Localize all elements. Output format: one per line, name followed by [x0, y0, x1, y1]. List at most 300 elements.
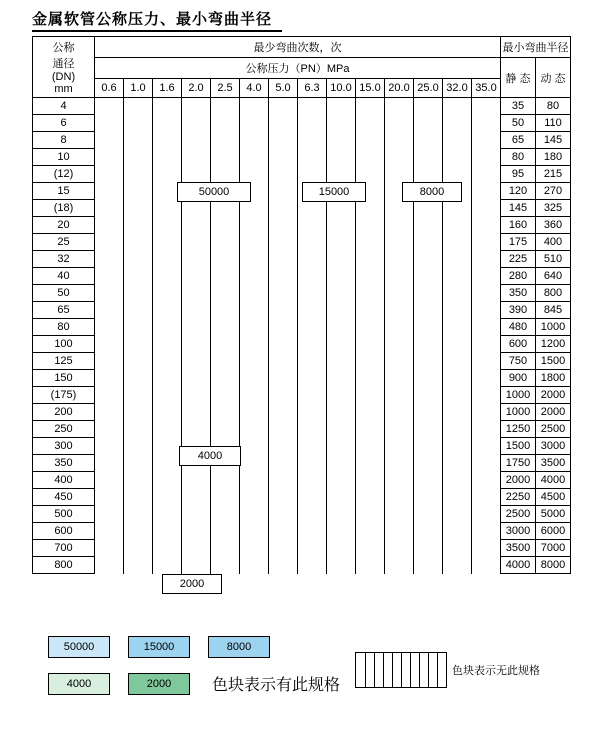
spec-table-container — [32, 36, 571, 590]
pn-cell — [443, 166, 472, 183]
pn-cell — [124, 353, 153, 370]
pn-cell — [472, 421, 501, 438]
pn-cell — [385, 200, 414, 217]
radius-dynamic-value: 110 — [536, 115, 571, 132]
table-row — [33, 523, 571, 540]
radius-static-value: 3000 — [501, 523, 536, 540]
radius-dynamic-value: 4500 — [536, 489, 571, 506]
dn-header-line-2: 通径 — [52, 58, 75, 70]
overlay-label: 50000 — [177, 182, 251, 202]
pn-cell — [385, 268, 414, 285]
pn-cell — [211, 132, 240, 149]
pn-cell — [240, 98, 269, 115]
pn-cell — [153, 370, 182, 387]
pn-cell — [153, 268, 182, 285]
bend-count-header: 最少弯曲次数，次 — [95, 37, 501, 58]
pn-cell — [385, 217, 414, 234]
pn-cell — [385, 438, 414, 455]
pn-value-header: 0.6 — [95, 79, 124, 98]
pn-cell — [211, 336, 240, 353]
pn-cell — [356, 404, 385, 421]
pn-cell — [327, 98, 356, 115]
pn-cell — [472, 132, 501, 149]
pn-cell — [298, 336, 327, 353]
pn-cell — [240, 523, 269, 540]
pn-cell — [182, 132, 211, 149]
dn-value: (175) — [33, 387, 95, 404]
pn-cell — [153, 251, 182, 268]
pn-cell — [298, 98, 327, 115]
pn-cell — [240, 166, 269, 183]
dn-value: 400 — [33, 472, 95, 489]
radius-dynamic-value: 1200 — [536, 336, 571, 353]
pn-cell — [414, 404, 443, 421]
pn-cell — [240, 336, 269, 353]
pn-cell — [124, 251, 153, 268]
table-row — [33, 540, 571, 557]
dn-value: (12) — [33, 166, 95, 183]
pn-cell — [240, 370, 269, 387]
pn-cell — [95, 523, 124, 540]
pn-cell — [124, 421, 153, 438]
header-row-3-pn-values — [33, 79, 571, 98]
pn-cell — [211, 234, 240, 251]
pn-cell — [182, 115, 211, 132]
pn-cell — [124, 489, 153, 506]
pn-cell — [124, 387, 153, 404]
radius-static-value: 480 — [501, 319, 536, 336]
pn-cell — [443, 472, 472, 489]
pn-cell — [385, 506, 414, 523]
pn-cell — [443, 302, 472, 319]
table-row — [33, 302, 571, 319]
pn-cell — [153, 200, 182, 217]
pn-cell — [327, 251, 356, 268]
pn-cell — [211, 506, 240, 523]
table-row — [33, 319, 571, 336]
pn-cell — [385, 285, 414, 302]
radius-dynamic-value: 6000 — [536, 523, 571, 540]
page-title: 金属软管公称压力、最小弯曲半径 — [32, 12, 273, 28]
pn-cell — [472, 302, 501, 319]
radius-dynamic-value: 1800 — [536, 370, 571, 387]
dn-value: 10 — [33, 149, 95, 166]
pn-cell — [95, 404, 124, 421]
pn-cell — [356, 98, 385, 115]
pn-value-header: 1.6 — [153, 79, 182, 98]
pn-cell — [95, 336, 124, 353]
pn-cell — [414, 370, 443, 387]
pn-cell — [211, 166, 240, 183]
pn-cell — [95, 302, 124, 319]
pn-cell — [298, 302, 327, 319]
pn-cell — [95, 166, 124, 183]
pn-cell — [472, 115, 501, 132]
pn-cell — [182, 166, 211, 183]
pn-cell — [153, 472, 182, 489]
pn-cell — [298, 353, 327, 370]
pn-cell — [240, 132, 269, 149]
pn-cell — [356, 302, 385, 319]
pn-cell — [356, 370, 385, 387]
pn-cell — [356, 421, 385, 438]
pn-cell — [211, 387, 240, 404]
dn-header-line-3: (DN) — [51, 71, 76, 83]
pn-cell — [414, 98, 443, 115]
radius-dynamic-value: 640 — [536, 268, 571, 285]
title-underline — [32, 30, 282, 32]
pn-cell — [124, 132, 153, 149]
radius-static-value: 2500 — [501, 506, 536, 523]
radius-static-value: 65 — [501, 132, 536, 149]
radius-static-value: 120 — [501, 183, 536, 200]
radius-dynamic-value: 360 — [536, 217, 571, 234]
pn-cell — [298, 285, 327, 302]
dn-value: 150 — [33, 370, 95, 387]
dn-value: 100 — [33, 336, 95, 353]
legend-swatch: 2000 — [128, 673, 190, 695]
pn-cell — [211, 472, 240, 489]
pn-cell — [356, 268, 385, 285]
pn-cell — [356, 336, 385, 353]
pn-cell — [240, 285, 269, 302]
pn-cell — [356, 319, 385, 336]
pn-value-header: 20.0 — [385, 79, 414, 98]
pn-cell — [95, 506, 124, 523]
pn-cell — [240, 353, 269, 370]
pn-cell — [240, 489, 269, 506]
pn-cell — [269, 200, 298, 217]
radius-dynamic-value: 400 — [536, 234, 571, 251]
pn-cell — [269, 472, 298, 489]
radius-dynamic-value: 8000 — [536, 557, 571, 574]
table-row — [33, 166, 571, 183]
dn-value: 15 — [33, 183, 95, 200]
pn-cell — [182, 523, 211, 540]
pn-value-header: 32.0 — [443, 79, 472, 98]
radius-dynamic-value: 2000 — [536, 387, 571, 404]
dn-value: 125 — [33, 353, 95, 370]
pn-cell — [124, 217, 153, 234]
pn-value-header: 10.0 — [327, 79, 356, 98]
dn-value: 450 — [33, 489, 95, 506]
pn-cell — [153, 455, 182, 472]
pn-cell — [356, 438, 385, 455]
pn-header: 公称压力（PN）MPa — [95, 58, 501, 79]
pn-cell — [443, 132, 472, 149]
table-row — [33, 268, 571, 285]
pn-cell — [356, 353, 385, 370]
pn-cell — [356, 557, 385, 574]
pn-cell — [414, 200, 443, 217]
pn-cell — [211, 268, 240, 285]
pn-cell — [443, 387, 472, 404]
table-row — [33, 489, 571, 506]
pn-cell — [298, 166, 327, 183]
pn-cell — [443, 523, 472, 540]
pn-cell — [385, 370, 414, 387]
pn-cell — [240, 200, 269, 217]
dn-value: 65 — [33, 302, 95, 319]
pn-cell — [472, 557, 501, 574]
dn-header-cell — [33, 37, 95, 98]
pn-cell — [298, 370, 327, 387]
pn-cell — [443, 251, 472, 268]
pn-cell — [356, 455, 385, 472]
pn-cell — [269, 319, 298, 336]
pn-cell — [298, 421, 327, 438]
pn-cell — [356, 506, 385, 523]
pn-cell — [385, 557, 414, 574]
pn-cell — [182, 98, 211, 115]
pn-cell — [240, 472, 269, 489]
pn-cell — [414, 166, 443, 183]
spec-table — [32, 36, 571, 574]
pn-cell — [472, 506, 501, 523]
pn-cell — [327, 540, 356, 557]
table-row — [33, 387, 571, 404]
pn-cell — [472, 472, 501, 489]
pn-cell — [269, 557, 298, 574]
pn-cell — [182, 251, 211, 268]
pn-cell — [298, 251, 327, 268]
pn-cell — [153, 421, 182, 438]
pn-cell — [211, 404, 240, 421]
radius-static-header: 静 态 — [501, 58, 536, 98]
pn-cell — [414, 523, 443, 540]
pn-cell — [472, 455, 501, 472]
pn-cell — [269, 404, 298, 421]
pn-cell — [240, 540, 269, 557]
table-row — [33, 421, 571, 438]
pn-cell — [472, 217, 501, 234]
overlay-label: 4000 — [179, 446, 241, 466]
pn-cell — [327, 404, 356, 421]
pn-cell — [124, 319, 153, 336]
radius-static-value: 280 — [501, 268, 536, 285]
pn-cell — [124, 200, 153, 217]
dn-value: 300 — [33, 438, 95, 455]
pn-cell — [356, 523, 385, 540]
radius-static-value: 4000 — [501, 557, 536, 574]
pn-cell — [472, 285, 501, 302]
pn-cell — [240, 506, 269, 523]
pn-cell — [298, 234, 327, 251]
pn-cell — [124, 540, 153, 557]
pn-cell — [211, 370, 240, 387]
pn-cell — [269, 506, 298, 523]
radius-dynamic-value: 845 — [536, 302, 571, 319]
table-row — [33, 234, 571, 251]
legend-note-striped: 色块表示无此规格 — [452, 665, 540, 677]
legend-note-color: 色块表示有此规格 — [212, 677, 341, 694]
pn-cell — [443, 234, 472, 251]
pn-cell — [356, 166, 385, 183]
pn-cell — [182, 421, 211, 438]
pn-cell — [472, 234, 501, 251]
radius-dynamic-value: 1500 — [536, 353, 571, 370]
pn-cell — [269, 523, 298, 540]
pn-cell — [472, 183, 501, 200]
radius-dynamic-value: 270 — [536, 183, 571, 200]
pn-cell — [153, 302, 182, 319]
pn-cell — [182, 489, 211, 506]
pn-cell — [95, 472, 124, 489]
pn-cell — [124, 149, 153, 166]
radius-dynamic-value: 4000 — [536, 472, 571, 489]
pn-cell — [124, 472, 153, 489]
pn-cell — [414, 149, 443, 166]
pn-cell — [472, 370, 501, 387]
pn-cell — [443, 149, 472, 166]
pn-cell — [298, 268, 327, 285]
pn-cell — [153, 149, 182, 166]
radius-static-value: 80 — [501, 149, 536, 166]
pn-cell — [414, 285, 443, 302]
pn-cell — [124, 523, 153, 540]
table-row — [33, 557, 571, 574]
pn-cell — [211, 200, 240, 217]
pn-cell — [327, 455, 356, 472]
pn-cell — [182, 234, 211, 251]
pn-cell — [211, 557, 240, 574]
pn-cell — [95, 98, 124, 115]
pn-cell — [153, 132, 182, 149]
table-row — [33, 115, 571, 132]
legend-swatch: 4000 — [48, 673, 110, 695]
pn-cell — [124, 506, 153, 523]
pn-cell — [269, 183, 298, 200]
pn-cell — [269, 132, 298, 149]
pn-cell — [95, 200, 124, 217]
pn-cell — [356, 115, 385, 132]
pn-cell — [153, 285, 182, 302]
pn-cell — [298, 438, 327, 455]
pn-cell — [443, 370, 472, 387]
pn-cell — [356, 387, 385, 404]
table-row — [33, 455, 571, 472]
pn-cell — [240, 251, 269, 268]
radius-static-value: 600 — [501, 336, 536, 353]
pn-cell — [472, 268, 501, 285]
pn-cell — [124, 268, 153, 285]
pn-cell — [356, 149, 385, 166]
pn-cell — [269, 98, 298, 115]
pn-cell — [298, 506, 327, 523]
pn-cell — [414, 421, 443, 438]
table-row — [33, 217, 571, 234]
pn-cell — [124, 183, 153, 200]
pn-cell — [327, 302, 356, 319]
pn-cell — [443, 353, 472, 370]
pn-cell — [385, 421, 414, 438]
pn-cell — [443, 404, 472, 421]
pn-cell — [95, 319, 124, 336]
table-row — [33, 285, 571, 302]
dn-value: 250 — [33, 421, 95, 438]
dn-value: 4 — [33, 98, 95, 115]
pn-cell — [385, 234, 414, 251]
radius-static-value: 2000 — [501, 472, 536, 489]
pn-cell — [356, 472, 385, 489]
pn-cell — [414, 268, 443, 285]
pn-cell — [153, 404, 182, 421]
dn-value: 200 — [33, 404, 95, 421]
pn-cell — [298, 149, 327, 166]
pn-cell — [443, 438, 472, 455]
dn-value: 500 — [33, 506, 95, 523]
pn-cell — [385, 302, 414, 319]
dn-header-line-1: 公称 — [52, 42, 75, 54]
pn-cell — [414, 336, 443, 353]
pn-cell — [472, 336, 501, 353]
pn-cell — [414, 557, 443, 574]
pn-cell — [182, 200, 211, 217]
pn-cell — [153, 98, 182, 115]
pn-cell — [414, 506, 443, 523]
pn-cell — [124, 115, 153, 132]
pn-cell — [95, 115, 124, 132]
overlay-label: 2000 — [162, 574, 222, 594]
radius-dynamic-value: 5000 — [536, 506, 571, 523]
pn-cell — [443, 319, 472, 336]
pn-cell — [385, 132, 414, 149]
pn-cell — [298, 132, 327, 149]
pn-cell — [124, 302, 153, 319]
radius-dynamic-value: 80 — [536, 98, 571, 115]
dn-value: 20 — [33, 217, 95, 234]
pn-cell — [182, 557, 211, 574]
pn-cell — [182, 506, 211, 523]
pn-cell — [414, 115, 443, 132]
pn-cell — [414, 217, 443, 234]
pn-cell — [269, 166, 298, 183]
pn-cell — [385, 489, 414, 506]
pn-cell — [327, 217, 356, 234]
pn-cell — [153, 234, 182, 251]
pn-cell — [240, 217, 269, 234]
pn-cell — [385, 149, 414, 166]
pn-cell — [414, 319, 443, 336]
pn-cell — [356, 251, 385, 268]
radius-dynamic-value: 1000 — [536, 319, 571, 336]
radius-static-value: 225 — [501, 251, 536, 268]
pn-cell — [472, 98, 501, 115]
pn-cell — [414, 438, 443, 455]
pn-cell — [240, 387, 269, 404]
table-row — [33, 132, 571, 149]
pn-cell — [298, 115, 327, 132]
table-row — [33, 506, 571, 523]
pn-value-header: 2.0 — [182, 79, 211, 98]
pn-cell — [385, 319, 414, 336]
pn-cell — [95, 455, 124, 472]
radius-dynamic-value: 510 — [536, 251, 571, 268]
pn-cell — [269, 115, 298, 132]
pn-cell — [211, 540, 240, 557]
pn-cell — [269, 353, 298, 370]
pn-cell — [269, 421, 298, 438]
pn-cell — [182, 353, 211, 370]
pn-cell — [95, 421, 124, 438]
header-row-2 — [33, 58, 571, 79]
pn-cell — [95, 489, 124, 506]
legend-swatch: 8000 — [208, 636, 270, 658]
pn-cell — [182, 285, 211, 302]
pn-cell — [124, 234, 153, 251]
pn-cell — [182, 149, 211, 166]
pn-value-header: 15.0 — [356, 79, 385, 98]
